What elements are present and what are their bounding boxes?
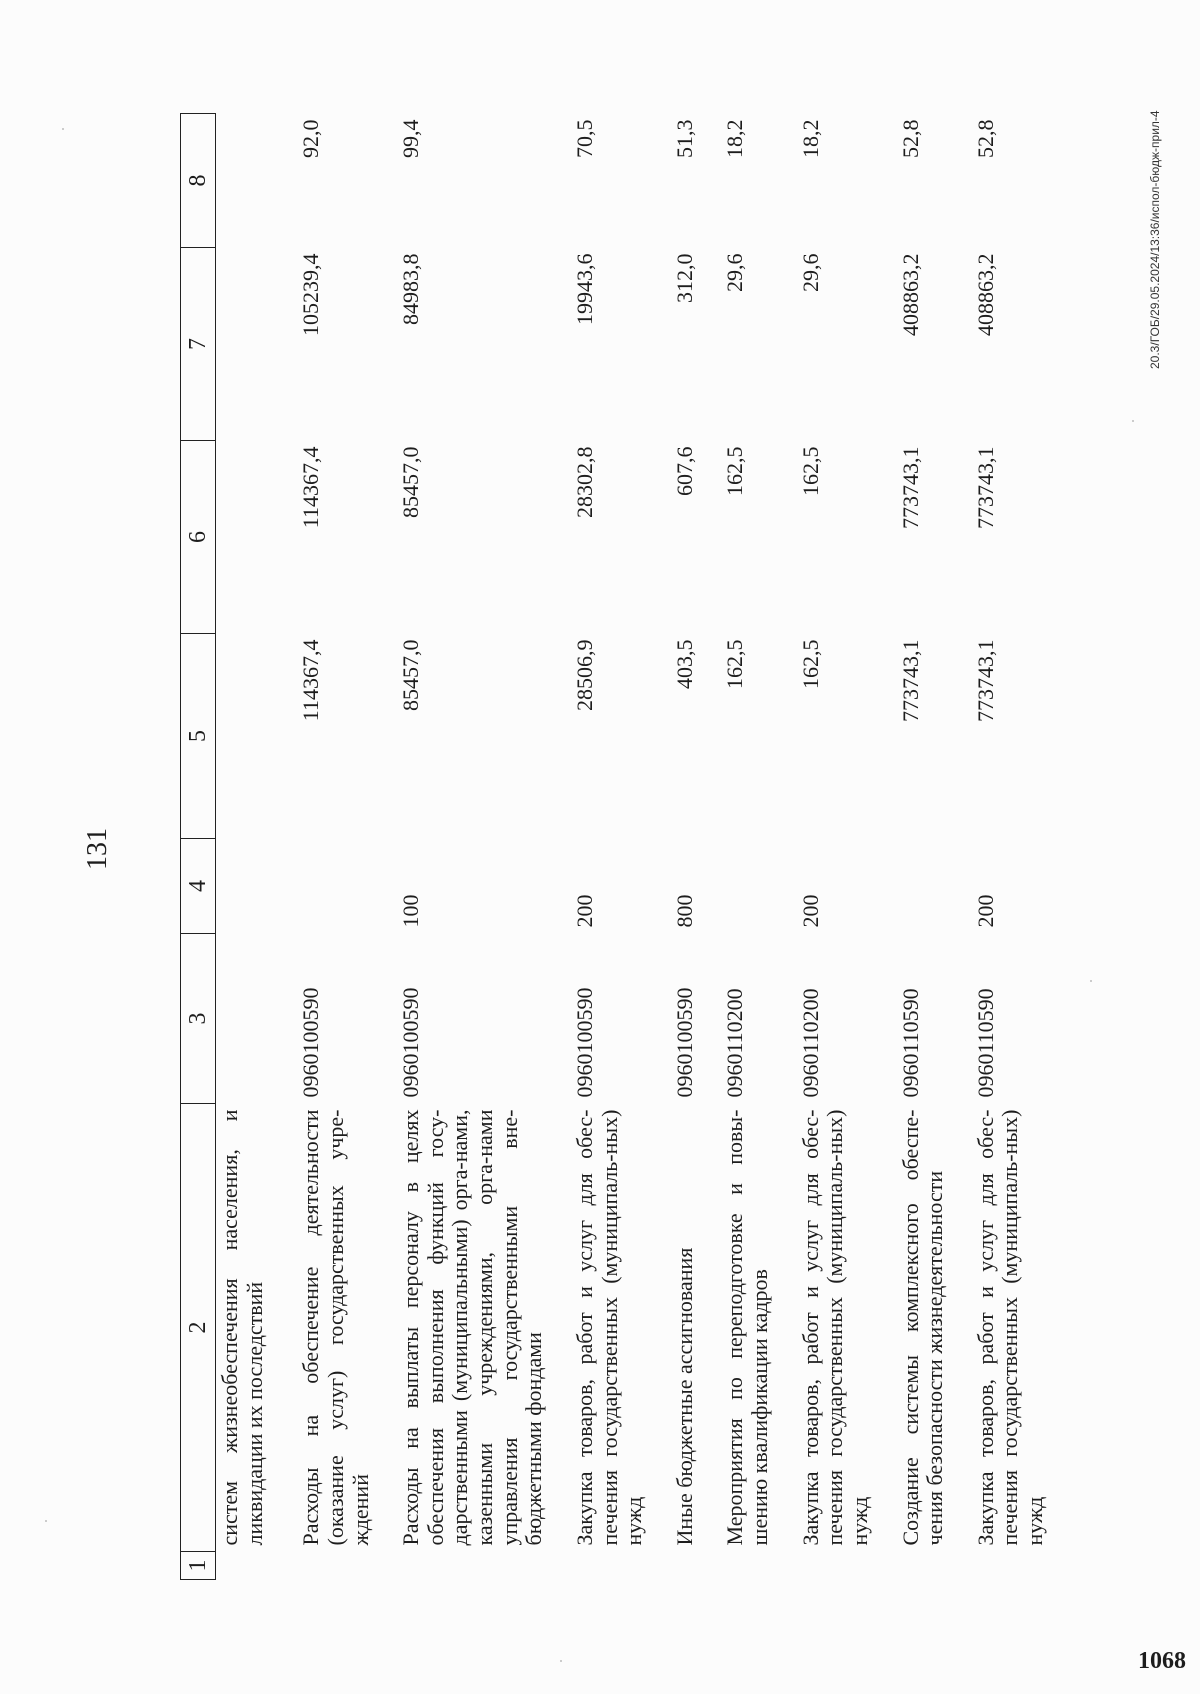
scan-speck — [1090, 980, 1092, 982]
footer-path: 20.3/ГОБ/29.05.2024/13:36/испол-бюдж-прил-4 — [1148, 110, 1162, 369]
col-header: 2 — [181, 1104, 216, 1552]
execution-percent-cell: 51,3 — [671, 119, 697, 158]
description-cell: Закупка товаров, работ и услуг для обес-печения государственных (муниципаль-ных) нужд — [972, 1109, 1047, 1546]
expense-type-cell: 200 — [797, 894, 823, 928]
table-row — [968, 114, 1068, 1580]
page-number: 131 — [82, 828, 113, 870]
refined-amount-cell: 85457,0 — [398, 446, 424, 518]
expense-type-cell: 800 — [671, 894, 697, 928]
refined-amount-cell: 162,5 — [797, 446, 823, 496]
target-code-cell: 0960110590 — [897, 988, 923, 1098]
approved-amount-cell: 85457,0 — [398, 639, 424, 711]
row-number-cell — [216, 1552, 294, 1580]
table-row — [793, 114, 893, 1580]
col-header: 6 — [181, 441, 216, 634]
refined-amount-cell: 114367,4 — [298, 446, 324, 529]
row-number-cell — [893, 1552, 968, 1580]
target-code-cell: 0960110590 — [972, 988, 998, 1098]
approved-amount-cell: 162,5 — [797, 639, 823, 689]
approved-amount-cell: 162,5 — [722, 639, 748, 689]
execution-percent-cell: 92,0 — [298, 119, 324, 158]
description-cell: Мероприятия по переподготовке и повы-шению квалификации кадров — [722, 1109, 772, 1546]
target-code-cell: 0960110200 — [722, 988, 748, 1098]
target-code-cell: 0960100590 — [671, 987, 697, 1098]
description-cell: Расходы на выплаты персоналу в целях обеспечения выполнения функций госу-дарственными (муниципальными) орга-нами, казенными учреждениями, орга-нами управления государственными вне-бюджетными фондами — [398, 1109, 547, 1546]
description-cell: Закупка товаров, работ и услуг для обес-печения государственных (муниципаль-ных) нужд — [797, 1109, 872, 1546]
scan-speck — [1132, 420, 1134, 422]
executed-amount-cell: 19943,6 — [571, 253, 597, 325]
table-row — [293, 114, 393, 1580]
row-number-cell — [667, 1552, 718, 1580]
description-cell: Создание системы комплексного обеспе-чения безопасности жизнедеятельности — [897, 1109, 948, 1546]
col-header: 7 — [181, 248, 216, 441]
row-number-cell — [793, 1552, 893, 1580]
expense-type-cell: 100 — [398, 894, 424, 928]
refined-amount-cell: 773743,1 — [897, 446, 923, 529]
row-number-cell — [717, 1552, 792, 1580]
execution-percent-cell: 52,8 — [972, 119, 998, 158]
executed-amount-cell — [216, 248, 294, 441]
table-row — [893, 114, 968, 1580]
row-number-cell — [567, 1552, 667, 1580]
col-header: 1 — [181, 1552, 216, 1580]
table-row — [567, 114, 667, 1580]
row-number-cell — [393, 1552, 567, 1580]
execution-percent-cell — [216, 114, 294, 248]
approved-amount-cell: 773743,1 — [897, 639, 923, 722]
scan-speck — [45, 1520, 47, 1522]
table-row — [717, 114, 792, 1580]
row-number-cell — [968, 1552, 1068, 1580]
col-header: 4 — [181, 839, 216, 934]
executed-amount-cell: 29,6 — [797, 253, 823, 292]
expense-type-cell: 200 — [571, 894, 597, 928]
description-cell: Иные бюджетные ассигнования — [671, 1247, 697, 1546]
description-cell: Закупка товаров, работ и услуг для обес-печения государственных (муниципаль-ных) нужд — [571, 1109, 647, 1546]
execution-percent-cell: 18,2 — [797, 119, 823, 158]
table-row — [216, 114, 294, 1580]
target-code-cell: 0960100590 — [571, 987, 597, 1098]
table-row — [393, 114, 567, 1580]
refined-amount-cell — [216, 441, 294, 634]
col-header: 3 — [181, 934, 216, 1104]
executed-amount-cell: 408863,2 — [897, 253, 923, 336]
approved-amount-cell: 28506,9 — [571, 639, 597, 711]
target-code-cell: 0960100590 — [298, 987, 324, 1098]
approved-amount-cell — [216, 634, 294, 839]
description-cell: Расходы на обеспечение деятельности (оказание услуг) государственных учре-ждений — [298, 1109, 373, 1546]
description-cell: систем жизнеобеспечения населения, и ликвидации их последствий — [217, 1109, 267, 1546]
executed-amount-cell: 408863,2 — [972, 253, 998, 336]
header-row — [181, 114, 216, 1580]
refined-amount-cell: 162,5 — [722, 446, 748, 496]
target-code-cell: 0960110200 — [797, 988, 823, 1098]
expense-type-cell — [293, 839, 393, 934]
execution-percent-cell: 70,5 — [571, 119, 597, 158]
target-code-cell: 0960100590 — [398, 987, 424, 1098]
approved-amount-cell: 773743,1 — [972, 639, 998, 722]
refined-amount-cell: 607,6 — [671, 446, 697, 496]
executed-amount-cell: 29,6 — [722, 253, 748, 292]
expense-type-cell — [216, 839, 294, 934]
expense-type-cell: 200 — [972, 894, 998, 928]
executed-amount-cell: 84983,8 — [398, 253, 424, 325]
row-number-cell — [293, 1552, 393, 1580]
executed-amount-cell: 312,0 — [671, 253, 697, 303]
target-code-cell — [216, 934, 294, 1104]
table-row — [667, 114, 718, 1580]
scan-speck — [62, 128, 64, 130]
budget-table — [180, 113, 1068, 1580]
approved-amount-cell: 403,5 — [671, 639, 697, 689]
expense-type-cell — [717, 839, 792, 934]
approved-amount-cell: 114367,4 — [298, 639, 324, 722]
scan-speck — [560, 1660, 562, 1662]
execution-percent-cell: 99,4 — [398, 119, 424, 158]
execution-percent-cell: 52,8 — [897, 119, 923, 158]
execution-percent-cell: 18,2 — [722, 119, 748, 158]
refined-amount-cell: 28302,8 — [571, 446, 597, 518]
col-header: 5 — [181, 634, 216, 839]
refined-amount-cell: 773743,1 — [972, 446, 998, 529]
col-header: 8 — [181, 114, 216, 248]
sheet-number: 1068 — [1138, 1648, 1186, 1674]
expense-type-cell — [893, 839, 968, 934]
executed-amount-cell: 105239,4 — [298, 253, 324, 336]
